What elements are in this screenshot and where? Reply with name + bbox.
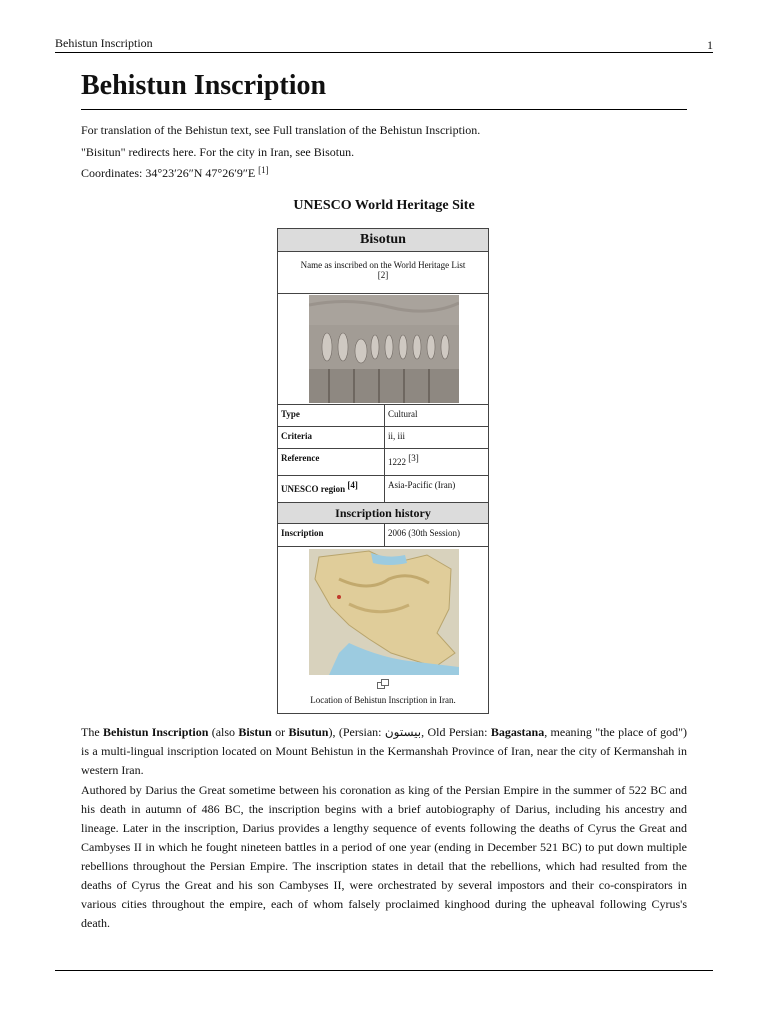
- infobox-row-region: [278, 475, 488, 503]
- term-bisutun: Bisutun: [288, 725, 329, 739]
- map-caption: Location of Behistun Inscription in Iran.: [310, 695, 456, 705]
- title-divider: [81, 109, 687, 110]
- reference-value: [388, 453, 419, 467]
- infobox-caption: UNESCO World Heritage Site: [293, 198, 475, 213]
- infobox-row-reference: [278, 448, 488, 476]
- type-label: Type: [281, 409, 300, 419]
- term-bagastana: Bagastana: [490, 725, 545, 739]
- history-paragraph: Authored by Darius the Great sometime between his coronation as king of the Persian Empire in the summer of 522 BC and his death in autumn of 486 BC, the inscription begins with a brief autobiography of Darius, including his ancestry and lineage. Later in the inscription, Darius provides a lengthy sequence of events following the deaths of Cyrus the Great and Cambyses II in which he fought nineteen battles in a period of one year (ending in December 521 BC) to put down multiple rebellions throughout the Persian Empire. The inscription states in detail that the rebellions, which had resulted from the deaths of Cyrus the Great and his son Cambyses II, were orchestrated by several impostors and their co-conspirators in various cities throughout the empire, each of whom falsely proclaimed kinghood during the upheaval following Cyrus's death.: [81, 783, 687, 930]
- page-number: 1: [707, 38, 713, 52]
- infobox-name: Bisotun: [278, 229, 488, 252]
- region-label: [281, 480, 358, 494]
- running-header-title: Behistun Inscription: [55, 36, 153, 50]
- region-value: Asia-Pacific (Iran): [388, 480, 456, 490]
- reference-label: Reference: [281, 453, 320, 463]
- infobox-row-type: [278, 404, 488, 427]
- type-value: Cultural: [388, 409, 418, 419]
- region-ref[interactable]: [4]: [347, 480, 358, 490]
- criteria-value: ii, iii: [388, 431, 406, 441]
- term-behistun: Behistun Inscription: [103, 725, 209, 739]
- inscription-value: 2006 (30th Session): [388, 528, 460, 538]
- bisotun-relief-photo[interactable]: [309, 295, 459, 403]
- footer-divider: [55, 970, 713, 971]
- term-bistun: Bistun: [238, 725, 272, 739]
- infobox-name-ref[interactable]: [2]: [377, 270, 389, 280]
- region-label-text: UNESCO region: [281, 484, 346, 494]
- infobox-name-note-text: Name as inscribed on the World Heritage List: [300, 260, 466, 270]
- coordinates-ref[interactable]: [1]: [258, 165, 269, 175]
- infobox-divider: [278, 293, 488, 294]
- reference-ref[interactable]: [3]: [408, 453, 419, 463]
- enlarge-icon[interactable]: [377, 679, 389, 689]
- iran-location-map[interactable]: [309, 549, 459, 675]
- behistun-location-marker: [337, 595, 341, 599]
- reference-number: 1222: [388, 457, 406, 467]
- hatnote-translation[interactable]: For translation of the Behistun text, see Full translation of the Behistun Inscription.: [81, 123, 481, 137]
- coordinates-text[interactable]: Coordinates: 34°23′26″N 47°26′9″E: [81, 166, 256, 180]
- criteria-label: Criteria: [281, 431, 312, 441]
- infobox: [277, 228, 489, 714]
- inscription-history-heading: Inscription history: [278, 502, 488, 524]
- page-title: Behistun Inscription: [81, 70, 327, 101]
- infobox-row-inscription: [278, 523, 488, 547]
- coordinates[interactable]: [81, 166, 269, 181]
- hatnote-redirect[interactable]: "Bisitun" redirects here. For the city in Iran, see Bisotun.: [81, 145, 355, 159]
- inscription-label: Inscription: [281, 528, 324, 538]
- infobox-row-criteria: [278, 426, 488, 449]
- running-header: [55, 35, 713, 53]
- persian-name: بیستون: [384, 725, 422, 739]
- intro-paragraph: The Behistun Inscription (also Bistun or Bisutun), (Persian: بیستون, Old Persian: Bagastana, meaning "the place of god") is a multi-lingual inscription located on Mount Behistun in the Kermanshah Province of Iran, near the city of Kermanshah in western Iran.: [81, 725, 687, 777]
- infobox-name-note: [278, 260, 488, 280]
